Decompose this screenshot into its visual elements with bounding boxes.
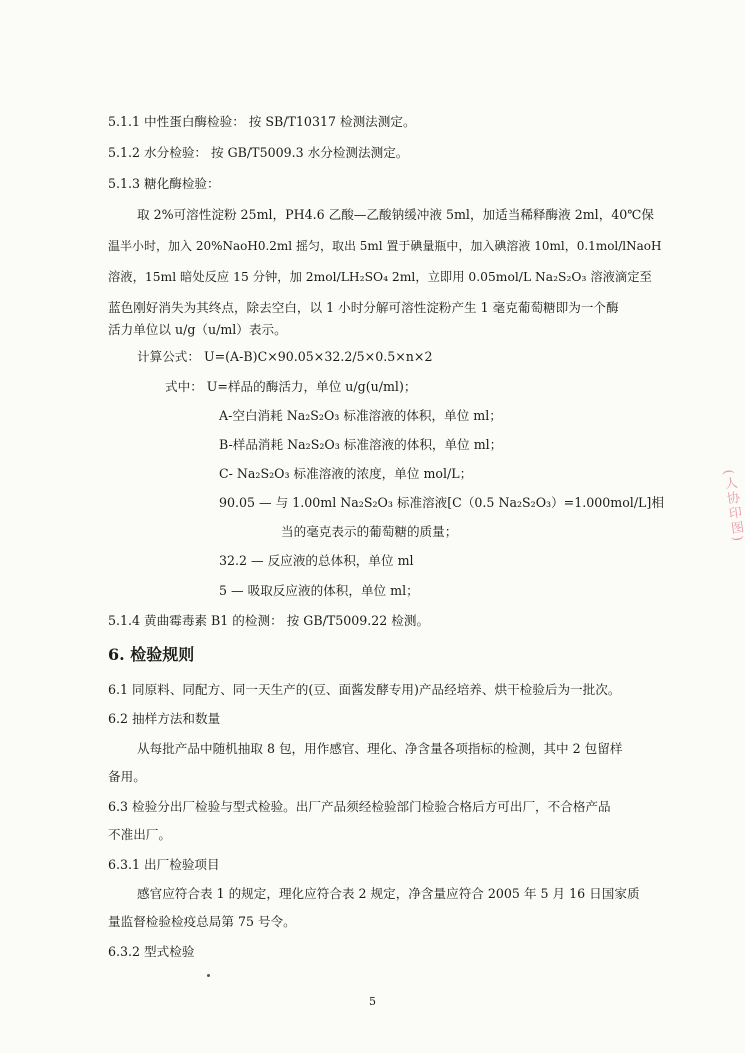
page-number: 5 [369,995,376,1008]
line-5-1-2: 5.1.2 水分检验： 按 GB/T5009.3 水分检测法测定。 [108,145,409,160]
line-6-1: 6.1 同原料、同配方、同一天生产的(豆、面酱发酵专用)产品经培养、烘干检验后为一批次。 [108,682,621,697]
para-line-3: 溶液，15ml 暗处反应 15 分钟，加 2mol/LH₂SO₄ 2ml，立即用 0.05mol/L Na₂S₂O₃ 溶液滴定至 [108,270,652,284]
para-line-4: 蓝色刚好消失为其终点，除去空白，以 1 小时分解可溶性淀粉产生 1 毫克葡萄糖即为一个酶 [108,300,619,315]
para-line-2: 温半小时，加入 20%NaoH0.2ml 摇匀，取出 5ml 置于碘量瓶中，加入碘溶液 10ml，0.1mol/lNaoH [108,239,662,253]
para-6-2-line-1: 从每批产品中随机抽取 8 包，用作感官、理化、净含量各项指标的检测，其中 2 包留样 [137,741,623,756]
def-a: A-空白消耗 Na₂S₂O₃ 标准溶液的体积，单位 ml； [219,408,502,423]
def-32-2: 32.2 — 反应液的总体积，单位 ml [219,553,414,568]
def-90-05: 90.05 — 与 1.00ml Na₂S₂O₃ 标准溶液[C（0.5 Na₂S₂O₃）=1.000mol/L]相 [219,495,664,510]
para-line-5: 活力单位以 u/g（u/ml）表示。 [108,322,287,337]
line-6-3-2: 6.3.2 型式检验 [108,944,195,959]
line-5-1-3: 5.1.3 糖化酶检验： [108,176,220,191]
ink-dot [207,974,210,977]
def-5: 5 — 吸取反应液的体积，单位 ml； [219,583,419,598]
para-6-3-1-line-1: 感官应符合表 1 的规定，理化应符合表 2 规定，净含量应符合 2005 年 5 月 16 日国家质 [137,886,640,901]
def-c: C- Na₂S₂O₃ 标准溶液的浓度，单位 mol/L； [219,466,473,481]
para-6-2-line-2: 备用。 [108,769,146,784]
def-90-05-cont: 当的毫克表示的葡萄糖的质量； [281,524,458,539]
line-6-3: 6.3 检验分出厂检验与型式检验。出厂产品须经检验部门检验合格后方可出厂，不合格产品 [108,799,611,814]
seal-stamp: (人协印图) [719,468,745,545]
def-b: B-样品消耗 Na₂S₂O₃ 标准溶液的体积，单位 ml； [219,437,503,452]
para-line-1: 取 2%可溶性淀粉 25ml，PH4.6 乙酸—乙酸钠缓冲液 5ml，加适当稀释酶液 2ml，40℃保 [137,207,654,222]
line-5-1-1: 5.1.1 中性蛋白酶检验： 按 SB/T10317 检测法测定。 [108,114,416,129]
line-6-3-cont: 不准出厂。 [108,827,171,842]
where-line: 式中： U=样品的酶活力，单位 u/g(u/ml)； [165,379,417,394]
para-6-3-1-line-2: 量监督检验检疫总局第 75 号令。 [108,914,296,929]
line-6-3-1: 6.3.1 出厂检验项目 [108,857,220,872]
line-6-2: 6.2 抽样方法和数量 [108,711,221,726]
section-6-heading: 6. 检验规则 [108,645,195,664]
line-5-1-4: 5.1.4 黄曲霉毒素 B1 的检测： 按 GB/T5009.22 检测。 [108,613,430,628]
formula-line: 计算公式： U=(A-B)C×90.05×32.2/5×0.5×n×2 [137,349,433,364]
